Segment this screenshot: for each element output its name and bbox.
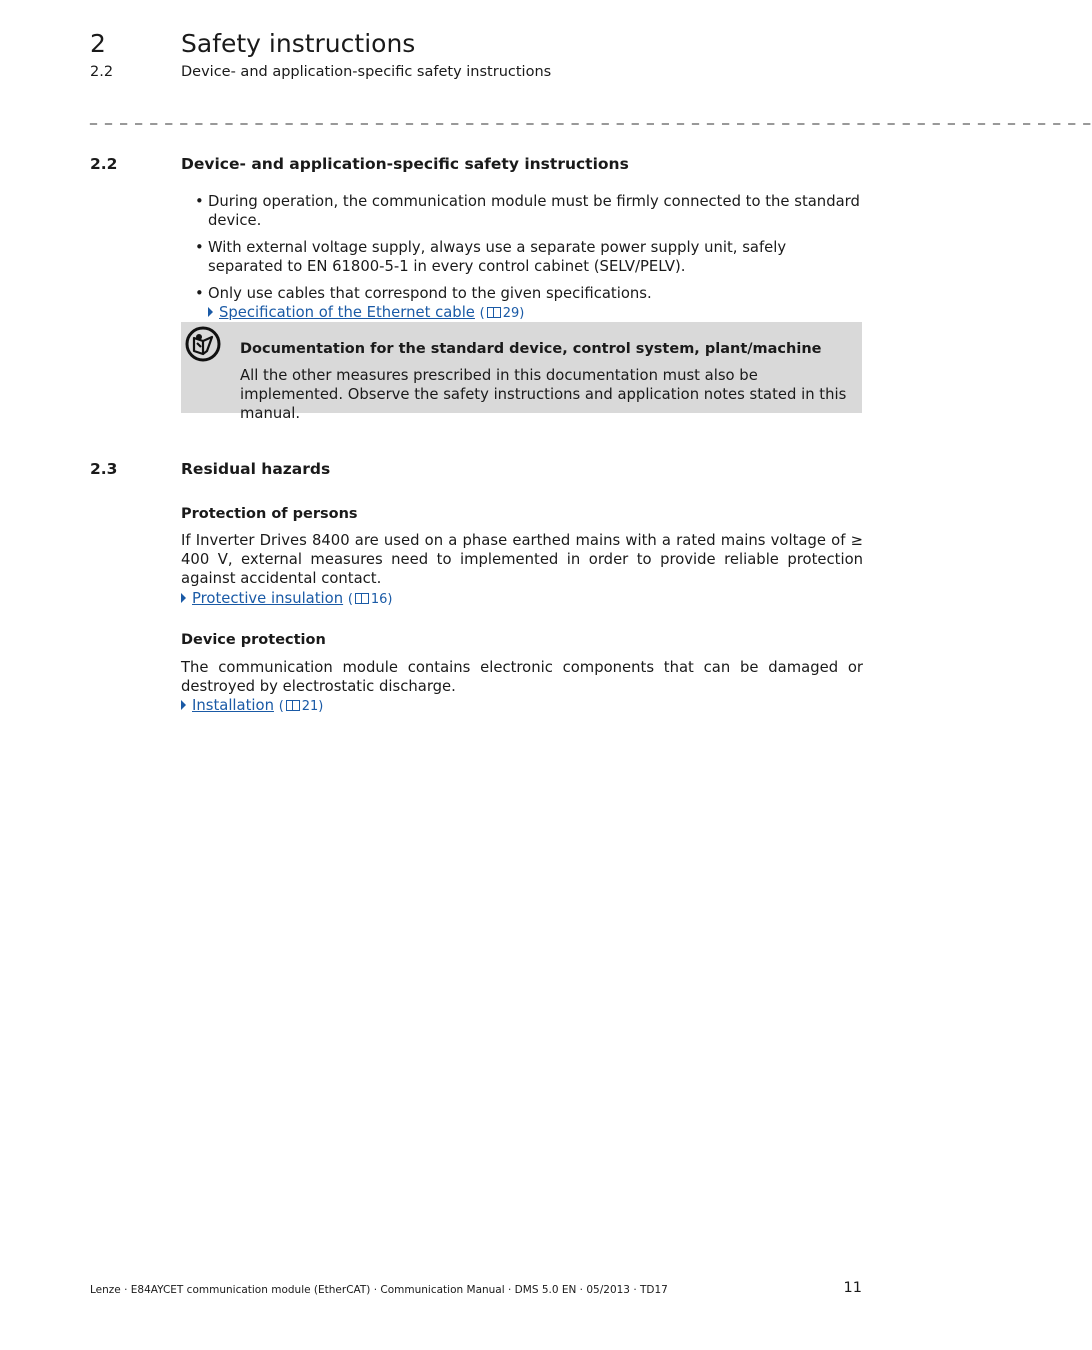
- bullet-dot: •: [195, 285, 204, 302]
- link-arrow-icon: [181, 593, 186, 603]
- bullet-text: During operation, the communication module must be firmly connected to the standard device.: [208, 193, 860, 229]
- bullet-dot: •: [195, 193, 204, 210]
- section-2-3-number: 2.3: [90, 460, 118, 478]
- note-body: All the other measures prescribed in this documentation must also be implemented. Observe the safety instructions and application notes stated in this manual.: [240, 367, 847, 422]
- section-2-2-number: 2.2: [90, 155, 118, 173]
- bullet-item: [181, 192, 871, 230]
- manual-reading-icon: [185, 326, 221, 362]
- book-icon: [355, 593, 369, 604]
- page-reference[interactable]: ( 21): [278, 699, 324, 714]
- book-icon: [286, 700, 300, 711]
- ethernet-cable-link-line: [208, 303, 871, 324]
- page-reference[interactable]: ( 29): [479, 306, 525, 321]
- safety-bullet-list: [181, 192, 871, 324]
- section-2-3-title: Residual hazards: [181, 460, 331, 478]
- note-title: Documentation for the standard device, control system, plant/machine: [240, 341, 822, 357]
- chapter-number: 2: [90, 29, 106, 58]
- header-section-title: Device- and application-specific safety instructions: [181, 64, 552, 80]
- link-arrow-icon: [181, 700, 186, 710]
- protection-of-persons-heading: Protection of persons: [181, 506, 358, 522]
- page-number: 11: [843, 1280, 862, 1296]
- bullet-text: With external voltage supply, always use a separate power supply unit, safely separated to EN 61800-5-1 in every control cabinet (SELV/PELV).: [208, 239, 787, 275]
- footer-text: Lenze · E84AYCET communication module (EtherCAT) · Communication Manual · DMS 5.0 EN · 05/2013 · TD17: [90, 1284, 668, 1296]
- header-separator: _ _ _ _ _ _ _ _ _ _ _ _ _ _ _ _ _ _ _ _ _ _ _ _ _ _ _ _ _ _ _ _ _ _ _ _ _ _ _ _ _ _ _ _ _ _ _ _ _ _ _ _ _ _ _ _ _ _ _ _ _ _ _ _ _ _ _: [90, 109, 1092, 125]
- protective-insulation-link-line: [181, 589, 393, 610]
- bullet-dot: •: [195, 239, 204, 256]
- protective-insulation-link[interactable]: Protective insulation: [192, 590, 344, 607]
- section-2-2-title: Device- and application-specific safety instructions: [181, 155, 629, 173]
- device-protection-heading: Device protection: [181, 632, 326, 648]
- link-arrow-icon: [208, 307, 213, 317]
- device-protection-text: The communication module contains electronic components that can be damaged or destroyed by electrostatic discharge.: [181, 659, 863, 695]
- protection-of-persons-text: If Inverter Drives 8400 are used on a phase earthed mains with a rated mains voltage of ≥ 400 V, external measures need to implemented in order to provide reliable protection against accidental contact.: [181, 532, 863, 587]
- bullet-item: [181, 238, 858, 276]
- page-reference[interactable]: ( 16): [347, 592, 393, 607]
- chapter-title: Safety instructions: [181, 29, 416, 58]
- installation-link-line: [181, 696, 323, 717]
- book-icon: [487, 307, 501, 318]
- header-section-number: 2.2: [90, 64, 114, 80]
- ethernet-cable-spec-link[interactable]: Specification of the Ethernet cable: [219, 304, 475, 321]
- bullet-text: Only use cables that correspond to the given specifications.: [208, 285, 652, 302]
- bullet-item: [181, 284, 871, 324]
- installation-link[interactable]: Installation: [192, 697, 274, 714]
